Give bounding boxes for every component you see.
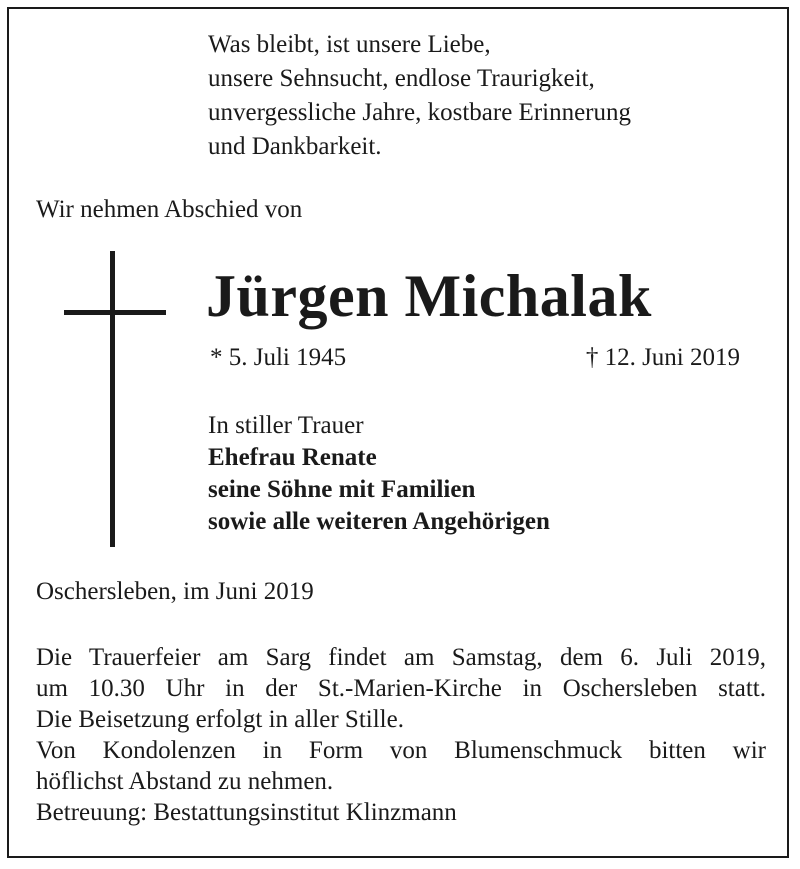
poem-line: unsere Sehnsucht, endlose Traurigkeit, bbox=[208, 65, 595, 92]
info-line: Betreuung: Bestattungsinstitut Klinzmann bbox=[36, 799, 457, 826]
info-line: höflichst Abstand zu nehmen. bbox=[36, 768, 334, 795]
farewell-intro: Wir nehmen Abschied von bbox=[36, 196, 303, 223]
info-line: um 10.30 Uhr in der St.-Marien-Kirche in Oschersleben statt. bbox=[36, 675, 766, 702]
poem-line: unvergessliche Jahre, kostbare Erinnerung bbox=[208, 99, 632, 126]
mourner-line: seine Söhne mit Familien bbox=[208, 476, 476, 503]
mourner-line: Ehefrau Renate bbox=[208, 444, 377, 471]
poem-line: und Dankbarkeit. bbox=[208, 133, 382, 160]
poem-line: Was bleibt, ist unsere Liebe, bbox=[208, 31, 491, 58]
place-date: Oschersleben, im Juni 2019 bbox=[36, 578, 314, 605]
death-date: † 12. Juni 2019 bbox=[585, 344, 740, 371]
birth-date: * 5. Juli 1945 bbox=[210, 344, 347, 371]
deceased-name: Jürgen Michalak bbox=[206, 263, 652, 329]
info-line: Von Kondolenzen in Form von Blumenschmuck bitten wir bbox=[36, 737, 766, 764]
info-line: Die Trauerfeier am Sarg findet am Samstag, dem 6. Juli 2019, bbox=[36, 644, 766, 671]
cross-icon bbox=[110, 251, 115, 547]
cross-icon-bar bbox=[64, 310, 166, 315]
info-line: Die Beisetzung erfolgt in aller Stille. bbox=[36, 706, 404, 733]
mourner-line: sowie alle weiteren Angehörigen bbox=[208, 508, 550, 535]
mourning-heading: In stiller Trauer bbox=[208, 412, 364, 439]
